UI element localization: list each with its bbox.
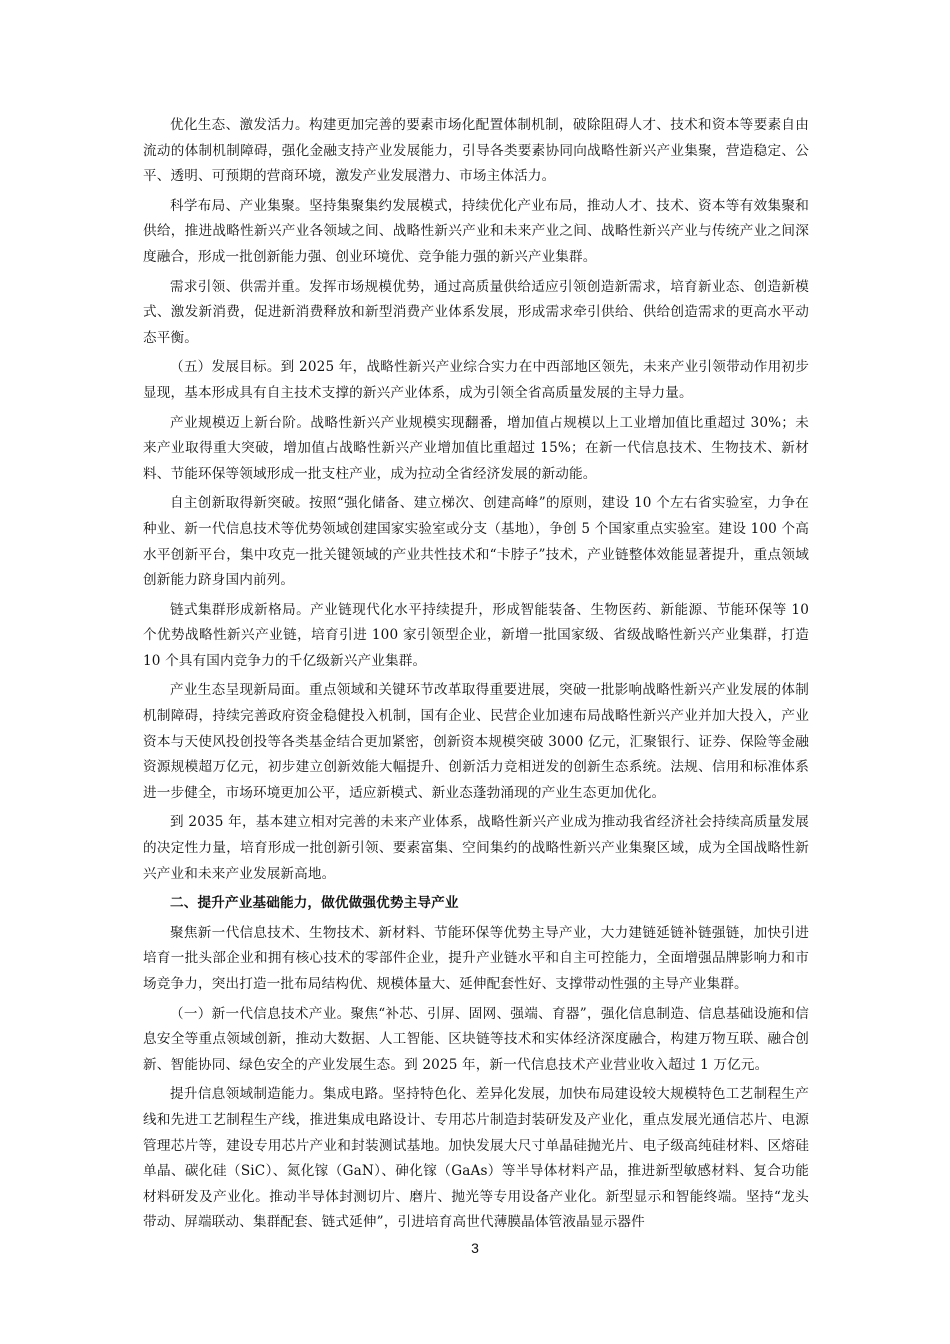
paragraph-chain-clusters: 链式集群形成新格局。产业链现代化水平持续提升，形成智能装备、生物医药、新能源、节能环保等 10 个优势战略性新兴产业链，培育引进 100 家引领型企业，新增一批国家级、省级战略性新兴产业集群，打造 10 个具有国内竞争力的千亿级新兴产业集群。 xyxy=(143,601,809,669)
document-body xyxy=(143,113,809,1240)
paragraph-development-goals: （五）发展目标。到 2025 年，战略性新兴产业综合实力在中西部地区领先，未来产业引领带动作用初步显现，基本形成具有自主技术支撑的新兴产业体系，成为引领全省高质量发展的主导力量。 xyxy=(143,359,809,401)
paragraph-optimize-ecology: 优化生态、激发活力。构建更加完善的要素市场化配置体制机制，破除阻碍人才、技术和资本等要素自由流动的体制机制障碍，强化金融支持产业发展能力，引导各类要素协同向战略性新兴产业集聚，营造稳定、公平、透明、可预期的营商环境，激发产业发展潜力、市场主体活力。 xyxy=(143,117,809,185)
paragraph-2035-vision: 到 2035 年，基本建立相对完善的未来产业体系，战略性新兴产业成为推动我省经济社会持续高质量发展的决定性力量，培育形成一批创新引领、要素富集、空间集约的战略性新兴产业集聚区域，成为全国战略性新兴产业和未来产业发展新高地。 xyxy=(143,814,809,882)
paragraph-scientific-layout: 科学布局、产业集聚。坚持集聚集约发展模式，持续优化产业布局，推动人才、技术、资本等有效集聚和供给，推进战略性新兴产业各领域之间、战略性新兴产业和未来产业之间、战略性新兴产业与传统产业之间深度融合，形成一批创新能力强、创业环境优、竞争能力强的新兴产业集群。 xyxy=(143,197,809,265)
paragraph-innovation-breakthrough: 自主创新取得新突破。按照“强化储备、建立梯次、创建高峰”的原则，建设 10 个左右省实验室，力争在种业、新一代信息技术等优势领域创建国家实验室或分支（基地），争创 5 个国家重点实验室。建设 100 个高水平创新平台，集中攻克一批关键领域的产业共性技术和“卡脖子”技术，产业链整体效能显著提升，重点领域创新能力跻身国内前列。 xyxy=(143,495,809,589)
paragraph-next-gen-it: （一）新一代信息技术产业。聚焦“补芯、引屏、固网、强端、育器”，强化信息制造、信息基础设施和信息安全等重点领域创新，推动大数据、人工智能、区块链等技术和实体经济深度融合，构建万物互联、融合创新、智能协同、绿色安全的产业发展生态。到 2025 年，新一代信息技术产业营业收入超过 1 万亿元。 xyxy=(143,1005,809,1073)
section-heading: 二、提升产业基础能力，做优做强优势主导产业 xyxy=(170,895,459,912)
page-number: 3 xyxy=(471,1240,479,1256)
paragraph-industry-scale: 产业规模迈上新台阶。战略性新兴产业规模实现翻番，增加值占规模以上工业增加值比重超过 30%；未来产业取得重大突破，增加值占战略性新兴产业增加值比重超过 15%；在新一代信息技术、生物技术、新材料、节能环保等领域形成一批支柱产业，成为拉动全省经济发展的新动能。 xyxy=(143,414,809,482)
paragraph-demand-led: 需求引领、供需并重。发挥市场规模优势，通过高质量供给适应引领创造新需求，培育新业态、创造新模式、激发新消费，促进新消费释放和新型消费产业体系发展，形成需求牵引供给、供给创造需求的更高水平动态平衡。 xyxy=(143,278,809,346)
paragraph-manufacturing-capacity: 提升信息领域制造能力。集成电路。坚持特色化、差异化发展，加快布局建设较大规模特色工艺制程生产线和先进工艺制程生产线，推进集成电路设计、专用芯片制造封装研发及产业化，重点发展光通信芯片、电源管理芯片等，建设专用芯片产业和封装测试基地。加快发展大尺寸单晶硅抛光片、电子级高纯硅材料、区熔硅单晶、碳化硅（SiC）、氮化镓（GaN）、砷化镓（GaAs）等半导体材料产品，推进新型敏感材料、复合功能材料研发及产业化。推动半导体封测切片、磨片、抛光等专用设备产业化。新型显示和智能终端。坚持“龙头带动、屏端联动、集群配套、链式延伸”，引进培育高世代薄膜晶体管液晶显示器件 xyxy=(143,1086,809,1231)
paragraph-industry-ecology: 产业生态呈现新局面。重点领域和关键环节改革取得重要进展，突破一批影响战略性新兴产业发展的体制机制障碍，持续完善政府资金稳健投入机制，国有企业、民营企业加速布局战略性新兴产业并加大投入，产业资本与天使风投创投等各类基金结合更加紧密，创新资本规模突破 3000 亿元，汇聚银行、证券、保险等金融资源规模超万亿元，初步建立创新效能大幅提升、创新活力竞相迸发的创新生态系统。法规、信用和标准体系进一步健全，市场环境更加公平，适应新模式、新业态蓬勃涌现的产业生态更加优化。 xyxy=(143,682,809,801)
paragraph-leading-industries: 聚焦新一代信息技术、生物技术、新材料、节能环保等优势主导产业，大力建链延链补链强链，加快引进培育一批头部企业和拥有核心技术的零部件企业，提升产业链水平和自主可控能力，全面增强品牌影响力和市场竞争力，突出打造一批布局结构优、规模体量大、延伸配套性好、支撑带动性强的主导产业集群。 xyxy=(143,924,809,992)
